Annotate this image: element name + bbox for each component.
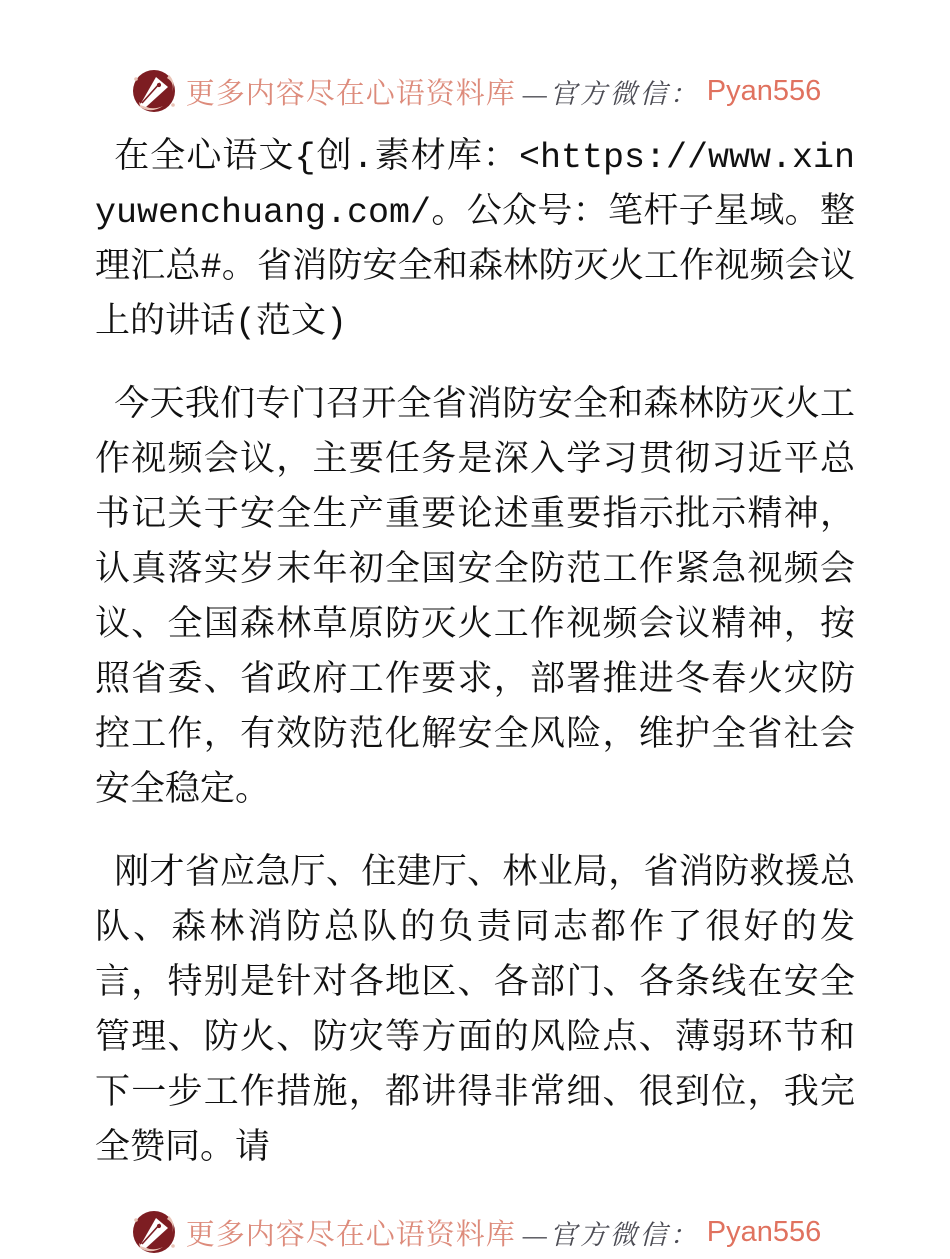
document-body bbox=[95, 131, 855, 1177]
watermark-footer bbox=[0, 1205, 950, 1259]
pen-nib-badge-icon bbox=[129, 1207, 179, 1257]
paragraph-body-2: 刚才省应急厅、住建厅、林业局，省消防救援总队、森林消防总队的负责同志都作了很好的发言，特别是针对各地区、各部门、各条线在安全管理、防火、防灾等方面的风险点、薄弱环节和下一步工作措施，都讲得非常细、很到位，我完全赞同。请 bbox=[95, 854, 855, 1169]
watermark-wechat-id: Pyan556 bbox=[706, 1215, 822, 1248]
paragraph-source-title: 在全心语文{创.素材库：<https://www.xinyuwenchuang.com/。公众号：笔杆子星域。整理汇总#。省消防安全和森林防灭火工作视频会议上的讲话(范文) bbox=[95, 138, 855, 343]
watermark-wechat-id: Pyan556 bbox=[706, 74, 822, 107]
paragraph-body-1: 今天我们专门召开全省消防安全和森林防灭火工作视频会议，主要任务是深入学习贯彻习近平总书记关于安全生产重要论述重要指示批示精神，认真落实岁末年初全国安全防范工作紧急视频会议、全国森林草原防灭火工作视频会议精神，按照省委、省政府工作要求，部署推进冬春火灾防控工作，有效防范化解安全风险，维护全省社会安全稳定。 bbox=[95, 386, 855, 811]
watermark-header bbox=[0, 64, 950, 118]
watermark-wechat-label: —官方微信： bbox=[522, 78, 700, 109]
watermark-brand-text: 更多内容尽在心语资料库 bbox=[185, 77, 516, 110]
watermark-wechat-label: —官方微信： bbox=[522, 1219, 700, 1250]
pen-nib-badge-icon bbox=[129, 66, 179, 116]
watermark-brand-text: 更多内容尽在心语资料库 bbox=[185, 1218, 516, 1251]
